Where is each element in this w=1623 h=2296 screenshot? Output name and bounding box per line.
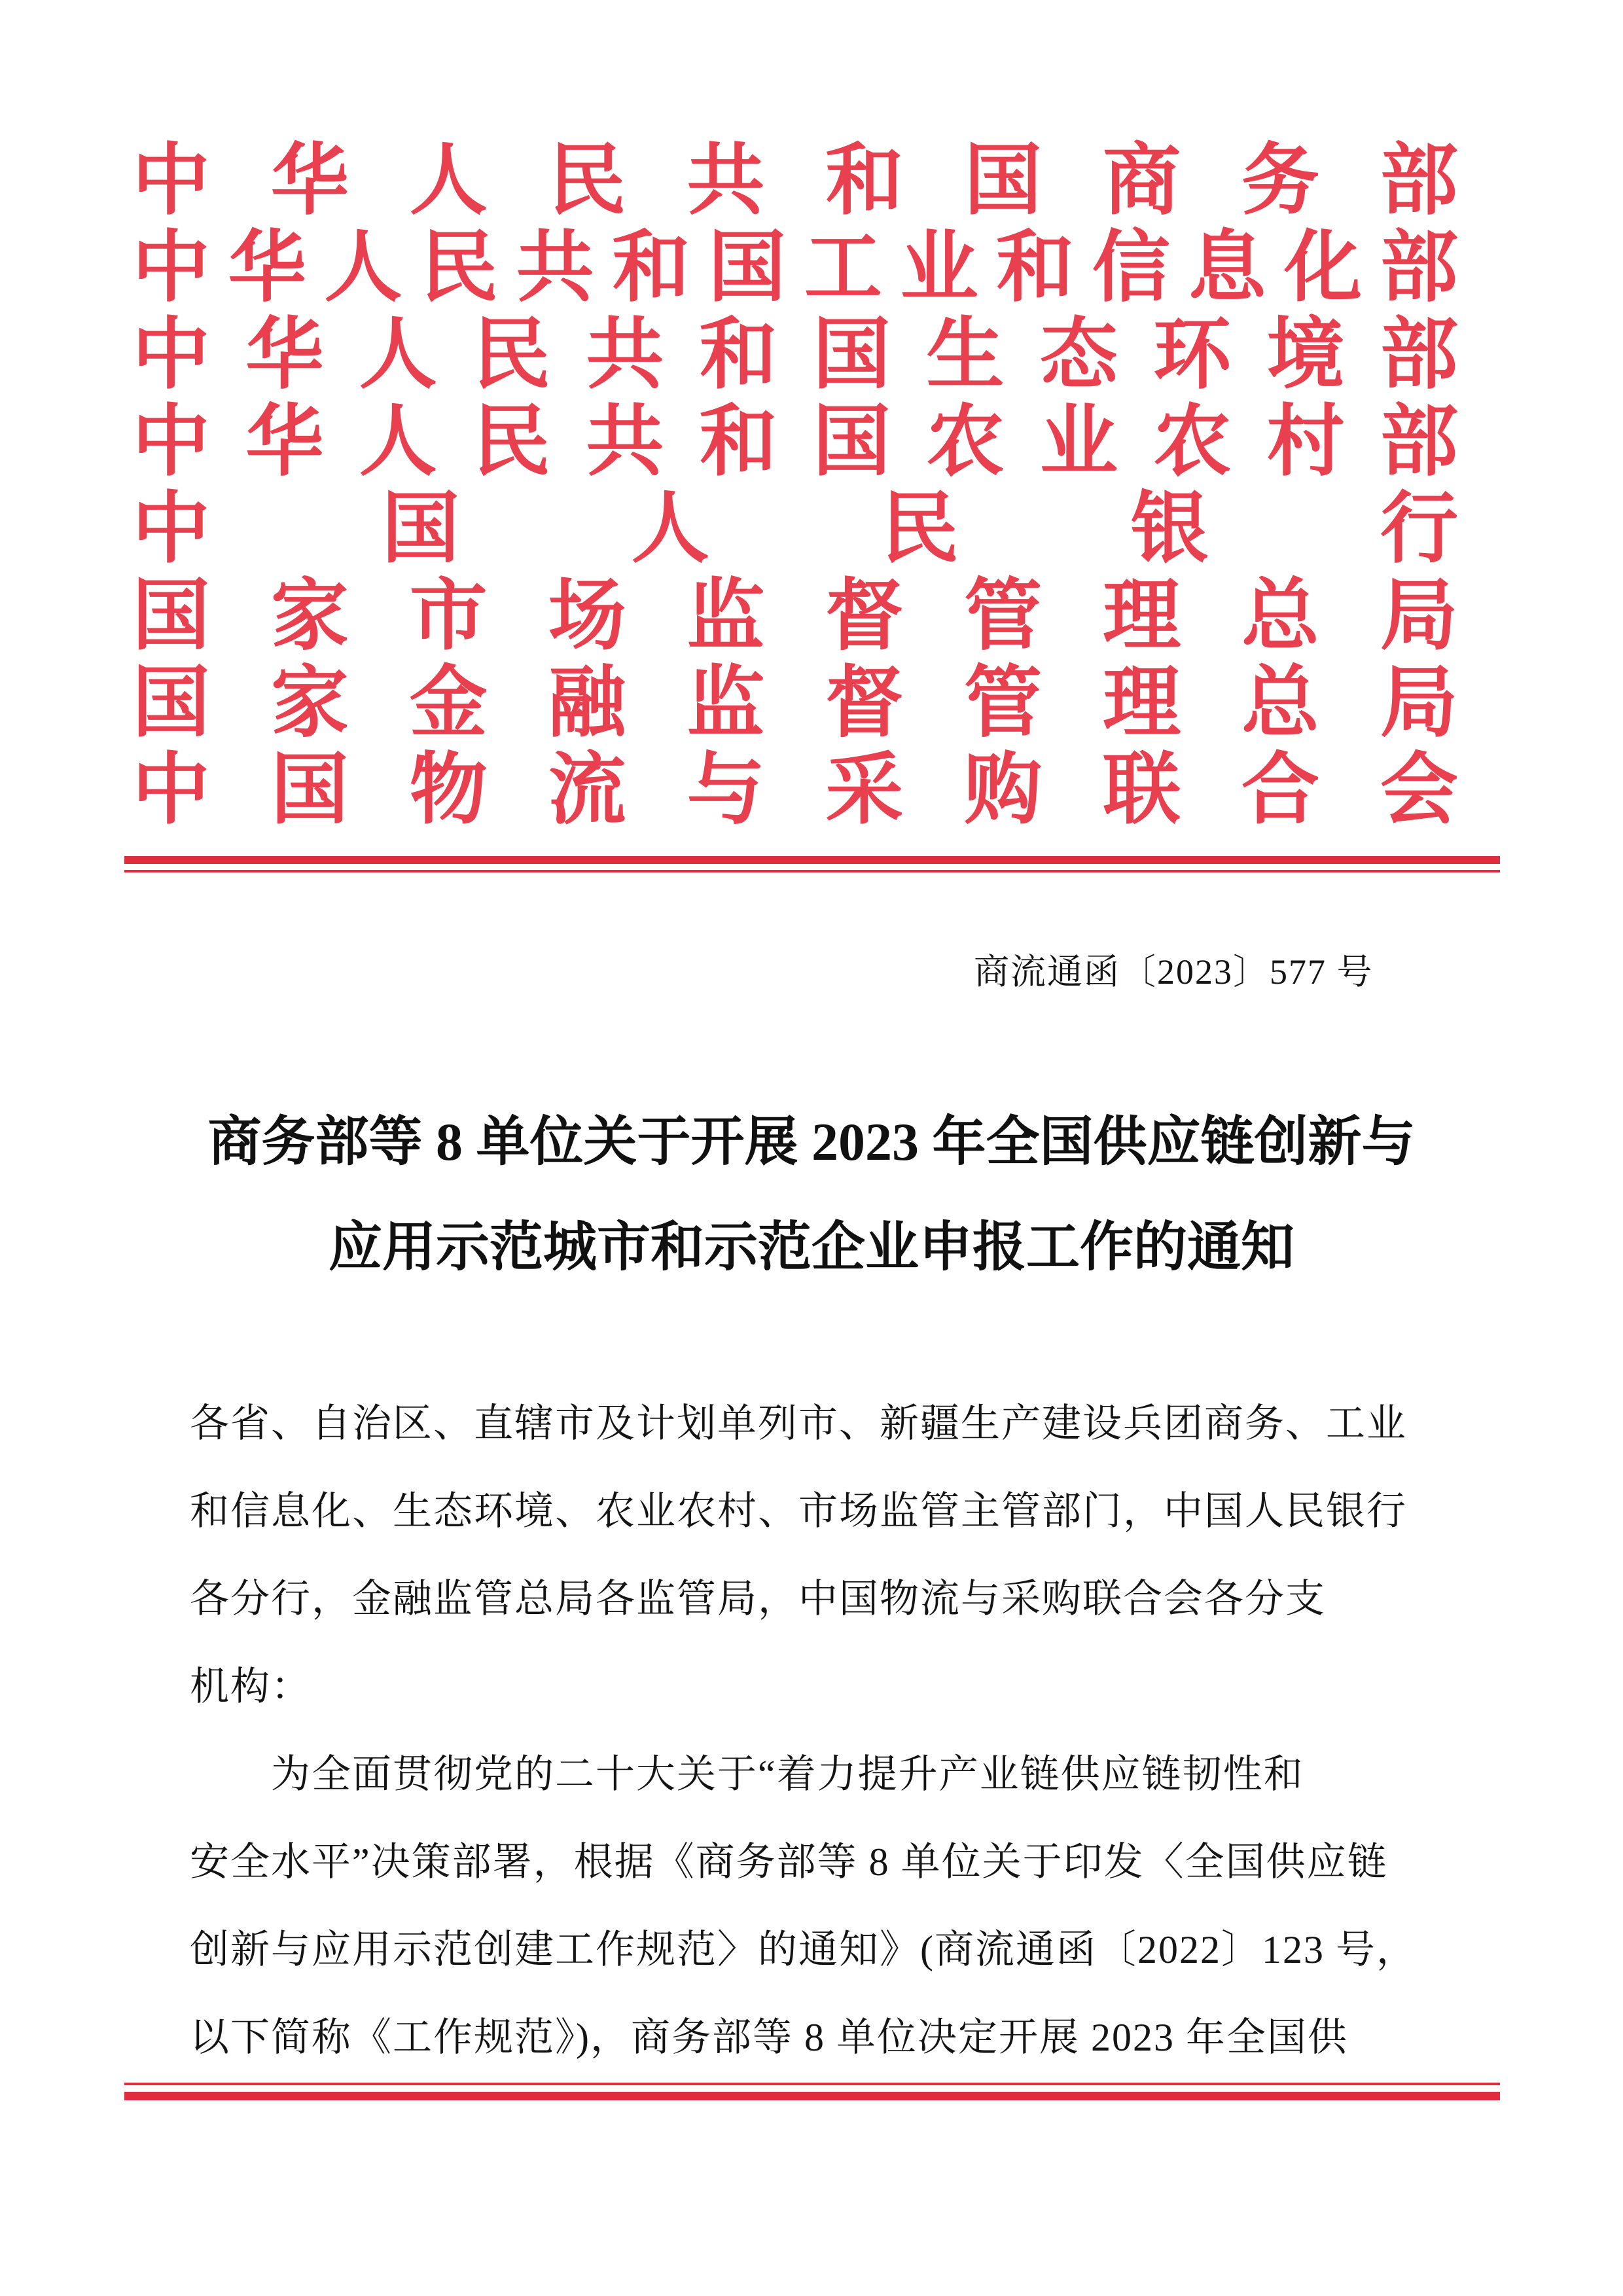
letterhead-char: 业 [1039, 399, 1118, 485]
letterhead-char: 和 [612, 224, 690, 311]
letterhead-char: 民 [420, 224, 499, 311]
letterhead-char: 场 [548, 573, 626, 659]
letterhead-char: 局 [1380, 660, 1458, 746]
letterhead-char: 中 [132, 399, 210, 485]
letterhead-char: 共 [687, 137, 765, 224]
letterhead-char: 国 [270, 747, 349, 833]
letterhead-char: 共 [586, 399, 664, 485]
letterhead-char: 农 [926, 399, 1005, 485]
letterhead [132, 137, 1458, 834]
letterhead-char: 部 [1380, 137, 1458, 224]
body-line: 为全面贯彻党的二十大关于“着力提升产业链供应链韧性和 [190, 1753, 1304, 1796]
letterhead-line [132, 747, 1458, 834]
body-line: 各分行，金融监管总局各监管局，中国物流与采购联合会各分支 [190, 1577, 1326, 1621]
separator-top-thin-line [124, 870, 1500, 872]
letterhead-char: 和 [996, 224, 1075, 311]
letterhead-char: 共 [516, 224, 594, 311]
letterhead-char: 人 [359, 312, 437, 398]
letterhead-char: 态 [1039, 312, 1118, 398]
document-title-line-2: 应用示范城市和示范企业申报工作的通知 [328, 1217, 1294, 1277]
letterhead-char: 商 [1103, 137, 1181, 224]
letterhead-char: 采 [825, 747, 904, 833]
letterhead-char: 银 [1130, 486, 1209, 572]
letterhead-char: 国 [813, 312, 891, 398]
letterhead-char: 和 [699, 399, 777, 485]
letterhead-line [132, 399, 1458, 486]
letterhead-char: 监 [687, 573, 765, 659]
letterhead-char: 民 [473, 399, 551, 485]
letterhead-char: 农 [1153, 399, 1232, 485]
letterhead-char: 务 [1241, 137, 1319, 224]
letterhead-line [132, 486, 1458, 573]
letterhead-char: 国 [132, 660, 210, 746]
document-number: 商流通函〔2023〕577 号 [974, 952, 1374, 992]
letterhead-char: 人 [359, 399, 437, 485]
separator-top-thick-line [124, 856, 1500, 864]
letterhead-char: 人 [409, 137, 488, 224]
letterhead-char: 国 [813, 399, 891, 485]
body-line: 创新与应用示范创建工作规范〉的通知》(商流通函〔2022〕123 号， [190, 1928, 1417, 1971]
body-line: 和信息化、生态环境、农业农村、市场监管主管部门，中国人民银行 [190, 1490, 1407, 1533]
body-line: 机构： [190, 1665, 312, 1708]
separator-bottom-thin-line [124, 2083, 1500, 2085]
letterhead-char: 和 [699, 312, 777, 398]
letterhead-char: 华 [245, 312, 324, 398]
letterhead-char: 和 [825, 137, 904, 224]
letterhead-char: 人 [631, 486, 709, 572]
document-body [190, 1380, 1446, 2081]
letterhead-char: 局 [1380, 573, 1458, 659]
letterhead-char: 国 [132, 573, 210, 659]
letterhead-char: 中 [132, 312, 210, 398]
letterhead-line [132, 224, 1458, 312]
separator-bottom-thick-line [124, 2092, 1500, 2100]
letterhead-char: 管 [964, 660, 1043, 746]
body-line: 安全水平”决策部署，根据《商务部等 8 单位关于印发〈全国供应链 [190, 1840, 1388, 1884]
letterhead-char: 华 [270, 137, 349, 224]
letterhead-char: 中 [132, 137, 210, 224]
letterhead-char: 家 [270, 660, 349, 746]
letterhead-char: 共 [586, 312, 664, 398]
letterhead-line [132, 312, 1458, 399]
letterhead-char: 与 [687, 747, 765, 833]
letterhead-char: 市 [409, 573, 488, 659]
letterhead-char: 境 [1266, 312, 1345, 398]
letterhead-char: 中 [132, 486, 210, 572]
letterhead-char: 中 [132, 747, 210, 833]
letterhead-char: 民 [548, 137, 626, 224]
letterhead-char: 息 [1188, 224, 1266, 311]
letterhead-char: 理 [1103, 573, 1181, 659]
letterhead-char: 督 [825, 660, 904, 746]
letterhead-char: 华 [245, 399, 324, 485]
letterhead-char: 督 [825, 573, 904, 659]
document-title-line-1: 商务部等 8 单位关于开展 2023 年全国供应链创新与 [207, 1112, 1416, 1172]
letterhead-char: 民 [473, 312, 551, 398]
letterhead-char: 村 [1266, 399, 1345, 485]
letterhead-char: 民 [881, 486, 959, 572]
letterhead-char: 流 [548, 747, 626, 833]
letterhead-char: 行 [1380, 486, 1458, 572]
letterhead-char: 部 [1380, 224, 1458, 311]
letterhead-char: 生 [926, 312, 1005, 398]
document-title [0, 1089, 1623, 1300]
letterhead-char: 监 [687, 660, 765, 746]
letterhead-char: 管 [964, 573, 1043, 659]
separator-top [124, 856, 1500, 872]
letterhead-char: 部 [1380, 312, 1458, 398]
body-line: 以下简称《工作规范》)，商务部等 8 单位决定开展 2023 年全国供 [190, 2016, 1348, 2059]
letterhead-char: 化 [1284, 224, 1363, 311]
letterhead-char: 华 [228, 224, 306, 311]
letterhead-char: 总 [1241, 660, 1319, 746]
separator-bottom [124, 2083, 1500, 2100]
letterhead-char: 融 [548, 660, 626, 746]
letterhead-char: 信 [1092, 224, 1170, 311]
letterhead-line [132, 660, 1458, 747]
letterhead-char: 金 [409, 660, 488, 746]
letterhead-char: 总 [1241, 573, 1319, 659]
letterhead-line [132, 573, 1458, 660]
letterhead-char: 联 [1103, 747, 1181, 833]
letterhead-char: 业 [900, 224, 978, 311]
letterhead-char: 购 [964, 747, 1043, 833]
letterhead-char: 家 [270, 573, 349, 659]
letterhead-char: 会 [1380, 747, 1458, 833]
letterhead-line [132, 137, 1458, 224]
body-line: 各省、自治区、直辖市及计划单列市、新疆生产建设兵团商务、工业 [190, 1402, 1407, 1445]
letterhead-char: 中 [132, 224, 210, 311]
letterhead-char: 工 [804, 224, 882, 311]
letterhead-char: 合 [1241, 747, 1319, 833]
letterhead-char: 国 [382, 486, 460, 572]
letterhead-char: 理 [1103, 660, 1181, 746]
letterhead-char: 部 [1380, 399, 1458, 485]
letterhead-char: 国 [964, 137, 1043, 224]
letterhead-char: 环 [1153, 312, 1232, 398]
letterhead-char: 人 [324, 224, 402, 311]
letterhead-char: 国 [708, 224, 787, 311]
letterhead-char: 物 [409, 747, 488, 833]
